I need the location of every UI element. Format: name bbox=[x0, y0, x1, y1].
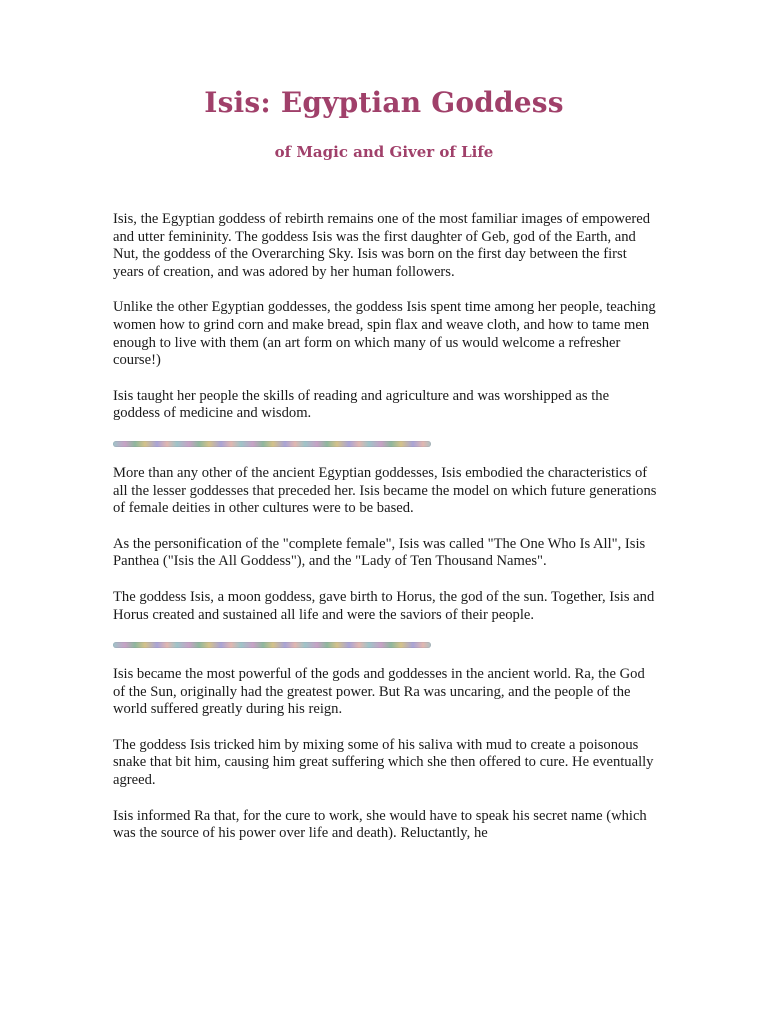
paragraph: Isis became the most powerful of the gods and goddesses in the ancient world. Ra, the God of the Sun, originally had the greatest power. But Ra was uncaring, and the people of the world suffered greatly during his reign. bbox=[113, 666, 645, 718]
page-subtitle: of Magic and Giver of Life bbox=[274, 143, 494, 161]
paragraph: The goddess Isis, a moon goddess, gave birth to Horus, the god of the sun. Together, Isis and Horus created and sustained all life and were the saviors of their people. bbox=[113, 588, 655, 623]
paragraph: As the personification of the "complete female", Isis was called "The One Who Is All", Isis Panthea ("Isis the All Goddess"), and the "Lady of Ten Thousand Names". bbox=[113, 535, 646, 570]
paragraph: Isis informed Ra that, for the cure to work, she would have to speak his secret name (which was the source of his power over life and death). Reluctantly, he bbox=[113, 807, 647, 842]
ornamental-divider bbox=[113, 642, 431, 648]
paragraph: Isis, the Egyptian goddess of rebirth remains one of the most familiar images of empowered and utter femininity. The goddess Isis was the first daughter of Geb, god of the Earth, and Nut, the goddess of the Overarching Sky. Isis was born on the first day between the first years of creation, and was adored by her human followers. bbox=[113, 211, 650, 280]
article-body bbox=[113, 211, 658, 861]
page-title: Isis: Egyptian Goddess bbox=[204, 86, 564, 119]
ornamental-divider bbox=[113, 441, 431, 447]
paragraph: The goddess Isis tricked him by mixing some of his saliva with mud to create a poisonous snake that bit him, causing him great suffering which she then offered to cure. He eventually agreed. bbox=[113, 736, 654, 789]
paragraph: Isis taught her people the skills of reading and agriculture and was worshipped as the goddess of medicine and wisdom. bbox=[113, 387, 610, 422]
paragraph: Unlike the other Egyptian goddesses, the goddess Isis spent time among her people, teaching women how to grind corn and make bread, spin flax and weave cloth, and how to tame men enough to live with them (an art form on which many of us would welcome a refresher course!) bbox=[113, 299, 656, 369]
paragraph: More than any other of the ancient Egyptian goddesses, Isis embodied the characteristics of all the lesser goddesses that preceded her. Isis became the model on which future generations of female deities in other cultures were to be based. bbox=[113, 464, 657, 517]
